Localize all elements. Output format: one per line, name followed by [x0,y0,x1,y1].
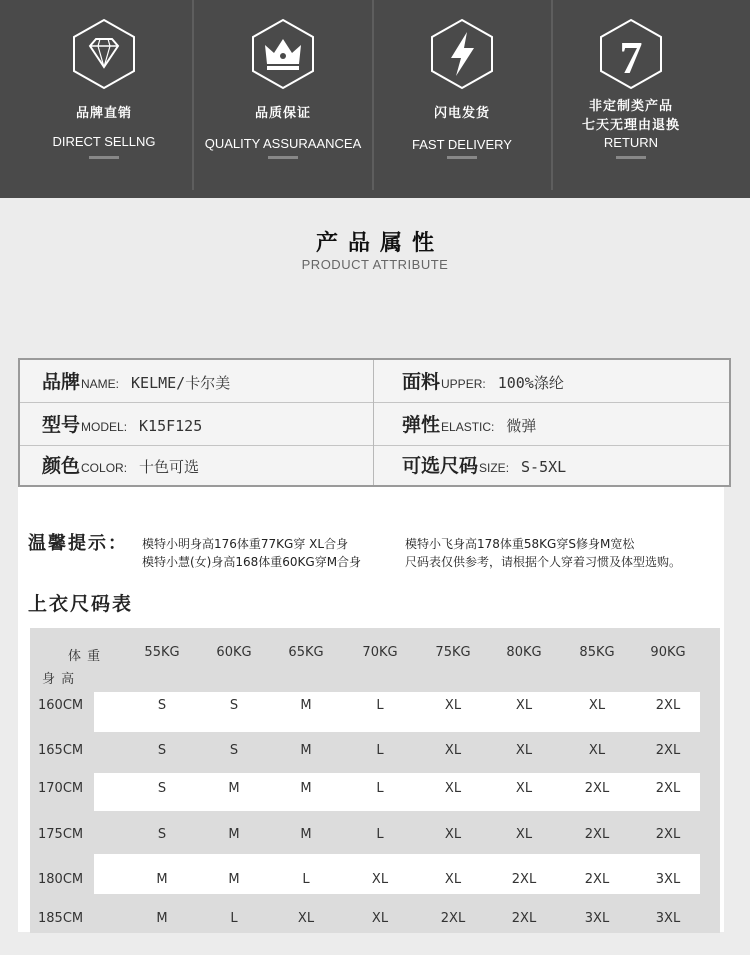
feature-zh: 品质保证 [254,106,311,121]
size-cell: 2XL [584,781,610,796]
tip-line: 模特小明身高176体重77KG穿 XL合身 [142,537,349,551]
size-cell: XL [371,872,389,887]
weight-column-header: 90KG [650,645,686,660]
height-row-header: 165CM [38,743,84,758]
size-cell: M [156,872,168,887]
size-cell: 2XL [655,743,681,758]
size-cell: M [300,743,312,758]
service-banner [0,0,750,198]
feature-en: DIRECT SELLNG [52,134,156,149]
diamond-icon [71,18,137,90]
height-row-header: 160CM [38,698,84,713]
size-cell: XL [444,743,462,758]
feature-en: RETURN [603,135,659,150]
size-cell: XL [371,911,389,926]
height-header: 身 高 [42,672,76,687]
size-cell: 3XL [584,911,610,926]
column-divider [373,360,374,485]
size-cell: S [157,781,167,796]
size-cell: 2XL [655,827,681,842]
weight-column-header: 70KG [362,645,398,660]
size-cell: M [300,698,312,713]
height-row-header: 170CM [38,781,84,796]
size-cell: S [229,743,239,758]
size-cell: S [157,827,167,842]
feature-direct-selling [14,0,194,198]
attr-color [42,445,199,487]
attribute-table [18,358,731,487]
seven-icon [598,18,664,90]
size-cell: L [376,781,384,796]
size-cell: M [300,781,312,796]
size-cell: XL [515,827,533,842]
feature-zh-line2: 七天无理由退换 [581,118,680,133]
weight-column-header: 60KG [216,645,252,660]
tip-line: 尺码表仅供参考，请根据个人穿着习惯及体型选购。 [405,555,682,569]
attr-upper [402,361,564,403]
size-cell: S [157,743,167,758]
attr-value: 十色可选 [139,458,200,476]
size-cell: 2XL [511,911,537,926]
size-cell: XL [444,781,462,796]
attr-elastic [402,404,536,446]
feature-en: FAST DELIVERY [412,137,512,152]
attr-value: K15F125 [139,417,203,435]
size-cell: L [302,872,310,887]
height-row-header: 175CM [38,827,84,842]
size-cell: XL [588,743,606,758]
feature-zh: 闪电发货 [433,106,490,121]
feature-quality [193,0,373,198]
crown-icon [250,18,316,90]
size-chart-table [30,628,720,933]
weight-column-header: 65KG [288,645,324,660]
attr-label-en: ELASTIC: [441,420,495,434]
size-cell: 3XL [655,911,681,926]
feature-underline [89,156,119,159]
feature-fast-delivery [372,0,552,198]
height-row-header: 185CM [38,911,84,926]
weight-column-header: 75KG [435,645,471,660]
weight-column-header: 55KG [144,645,180,660]
feature-underline [447,156,477,159]
feature-underline [616,156,646,159]
attr-label: 弹性 [402,414,441,436]
size-cell: M [156,911,168,926]
attr-label: 颜色 [42,455,81,477]
size-cell: XL [444,827,462,842]
seven-icon-glyph: 7 [619,32,643,83]
size-cell: XL [297,911,315,926]
tip-line: 模特小飞身高178体重58KG穿S修身M宽松 [405,537,635,551]
attr-value: KELME/卡尔美 [131,374,231,392]
tips-label: 温馨提示： [28,533,128,554]
size-cell: 2XL [584,827,610,842]
attr-label-en: SIZE: [479,461,510,475]
size-cell: XL [515,743,533,758]
weight-header: 体 重 [68,649,102,664]
size-cell: L [376,827,384,842]
feature-underline [268,156,298,159]
attr-label: 可选尺码 [402,455,479,477]
height-row-header: 180CM [38,872,84,887]
attr-label-en: MODEL: [81,420,128,434]
section-title: 产品属性 [315,231,444,256]
size-cell: 2XL [511,872,537,887]
size-cell: XL [444,698,462,713]
section-subtitle: PRODUCT ATTRIBUTE [301,257,449,272]
size-cell: 2XL [584,872,610,887]
feature-return [541,0,721,198]
size-cell: S [157,698,167,713]
attr-label-en: COLOR: [81,461,128,475]
feature-en: QUALITY ASSURAANCEA [204,136,362,151]
lightning-icon [429,18,495,90]
attr-model [42,404,202,446]
size-cell: M [228,781,240,796]
size-cell: M [228,872,240,887]
tip-line: 模特小慧(女)身高168体重60KG穿M合身 [142,555,362,569]
size-cell: 2XL [440,911,466,926]
feature-zh: 非定制类产品 [588,99,673,114]
size-cell: 2XL [655,698,681,713]
size-cell: XL [588,698,606,713]
size-cell: M [300,827,312,842]
attr-value: 100%涤纶 [497,374,564,392]
size-cell: L [376,743,384,758]
weight-column-header: 80KG [506,645,542,660]
attr-brand [42,361,230,403]
feature-zh: 品牌直销 [75,106,132,121]
size-cell: L [376,698,384,713]
size-chart-title: 上衣尺码表 [28,593,134,615]
attr-size [402,445,566,487]
attr-label: 面料 [402,371,441,393]
size-cell: XL [515,698,533,713]
attr-value: 微弹 [506,417,537,435]
attr-label-en: UPPER: [441,377,486,391]
size-cell: XL [515,781,533,796]
weight-column-header: 85KG [579,645,615,660]
size-cell: 2XL [655,781,681,796]
attr-label: 型号 [42,414,81,436]
size-cell: XL [444,872,462,887]
attr-label-en: NAME: [81,377,120,391]
attr-value: S-5XL [521,458,567,476]
size-cell: 3XL [655,872,681,887]
size-cell: L [230,911,238,926]
size-cell: S [229,698,239,713]
attr-label: 品牌 [42,371,81,393]
size-cell: M [228,827,240,842]
